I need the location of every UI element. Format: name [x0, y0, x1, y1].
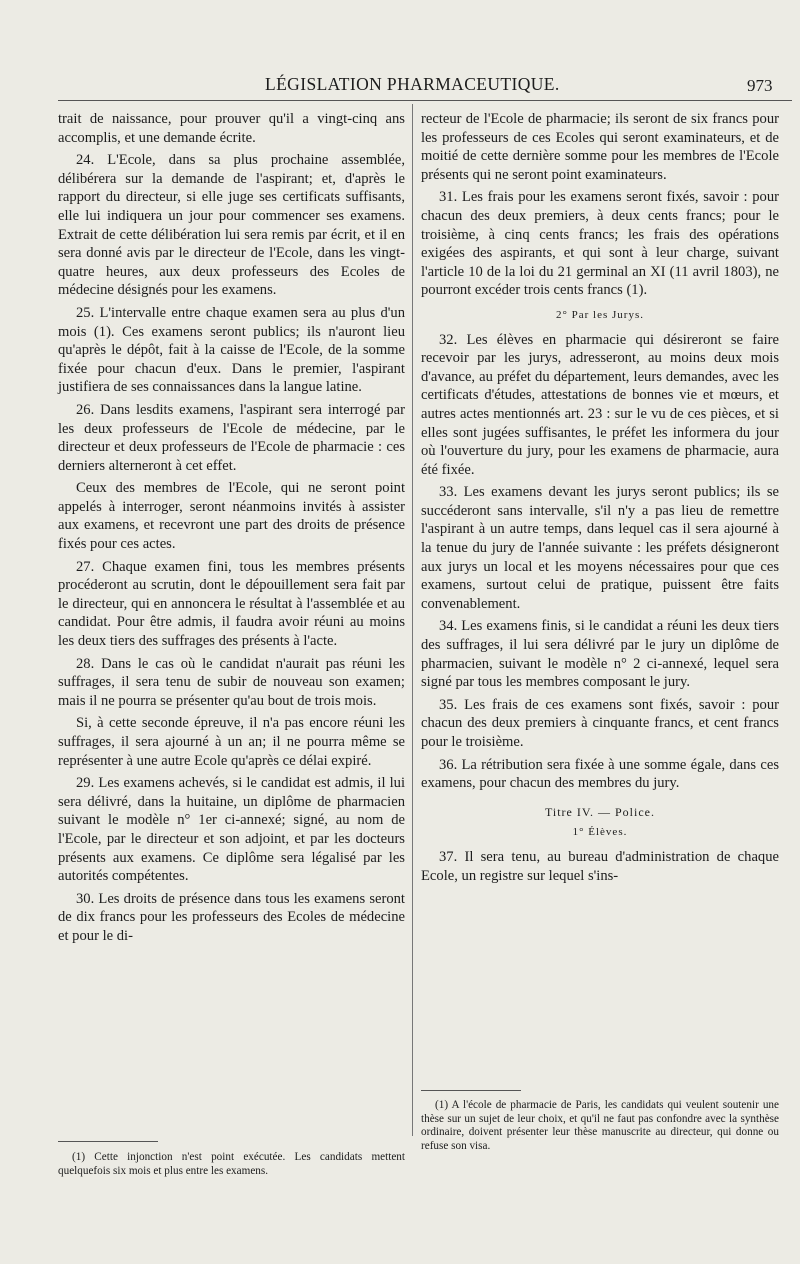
page-header — [0, 74, 800, 100]
article-28: 28. Dans le cas où le candidat n'aurait pas réuni les suffrages, il sera tenu de subir de nouveau son examen; mais il ne pourra se présenter qu'au bout de trois mois. — [58, 655, 405, 709]
footnote-left — [58, 1151, 405, 1178]
article-35: 35. Les frais de ces examens sont fixés, savoir : pour chacun des deux premiers à cinquante francs, et cent francs pour le troisième. — [421, 696, 779, 750]
header-rule — [58, 100, 792, 101]
right-column — [421, 110, 779, 889]
footnote-text: (1) A l'école de pharmacie de Paris, les candidats qui veulent soutenir une thèse sur un sujet de leur choix, et qu'il ne faut pas confondre avec la synthèse ordinaire, doivent présenter leur thèse manuscrite au directeur, qui donne ou refuse son visa. — [421, 1099, 779, 1152]
paragraph: trait de naissance, pour prouver qu'il a vingt-cinq ans accomplis, et une demande écrite. — [58, 111, 405, 146]
footnote-right — [421, 1099, 779, 1153]
running-title: LÉGISLATION PHARMACEUTIQUE. — [265, 74, 560, 94]
article-37: 37. Il sera tenu, au bureau d'administration de chaque Ecole, un registre sur lequel s'ins- — [421, 848, 779, 884]
article-30: 30. Les droits de présence dans tous les examens seront de dix francs pour les professeurs des Ecoles de médecine et pour le di- — [58, 890, 405, 944]
page-number: 973 — [747, 76, 773, 95]
left-column — [58, 110, 405, 950]
article-34: 34. Les examens finis, si le candidat a réuni les deux tiers des suffrages, il lui sera délivré par le jury un diplôme de pharmacien, suivant le modèle n° 2 ci-annexé, lequel sera signé par tous les membres composant le jury. — [421, 618, 779, 691]
section-heading-juries: 2° Par les Jurys. — [555, 308, 644, 321]
article-32: 32. Les élèves en pharmacie qui désireront se faire recevoir par les jurys, adresseront, au moins deux mois d'avance, au préfet du département, leurs demandes, avec les certificats d'études, attestations de bonnes vie et mœurs, et autres actes mentionnés art. 23 : sur le vu de ces pièces, et si elles sont jugées suffisantes, le préfet les informera du jour où l'ouverture du jury, pour les examens de pharmacie, aura été fixée. — [421, 331, 779, 478]
article-29: 29. Les examens achevés, si le candidat est admis, il lui sera délivré, dans la huitaine, un diplôme de pharmacien suivant le modèle n° 1er ci-annexé; signé, au nom de l'Ecole, par le directeur et son adjoint, et par les docteurs présents aux examens. Ce diplôme sera légalisé par les autorités compétentes. — [58, 775, 405, 885]
footnote-rule-left — [58, 1141, 158, 1142]
article-26: 26. Dans lesdits examens, l'aspirant sera interrogé par les deux professeurs de l'Ecole de médecine, par le directeur et deux professeurs de l'Ecole de pharmacie : ces derniers alterneront à cet effet. — [58, 401, 405, 474]
column-divider — [412, 104, 413, 1136]
paragraph: Si, à cette seconde épreuve, il n'a pas encore réuni les suffrages, il sera ajourné à un an; il ne pourra même se représenter à une autre Ecole qu'après ce délai expiré. — [58, 715, 405, 769]
article-33: 33. Les examens devant les jurys seront publics; ils se succéderont sans intervalle, s'il n'y a pas lieu de remettre l'aspirant à un autre temps, dans lequel cas il sera ajourné à la tenue du jury de l'année suivante : les préfets désigneront aux jurys un local et les moyens nécessaires pour que ces examens, surtout celui de pratique, puissent être faits convenablement. — [421, 484, 779, 612]
article-31: 31. Les frais pour les examens seront fixés, savoir : pour chacun des deux premiers, à deux cents francs; pour le troisième, à cinq cents francs; les frais des opérations exigées des aspirants, et qui sont à leur charge, suivant l'article 10 de la loi du 21 germinal an XI (11 avril 1803), ne pourront excéder trois cents francs (1). — [421, 189, 779, 299]
paragraph: Ceux des membres de l'Ecole, qui ne seront point appelés à interroger, seront néanmoins invités à assister aux examens, et recevront une part des droits de présence fixés pour ces actes. — [58, 480, 405, 553]
article-25: 25. L'intervalle entre chaque examen sera au plus d'un mois (1). Ces examens seront publics; ils n'auront lieu qu'après le dépôt, fait à la caisse de l'Ecole, de la somme fixée pour chacun d'eux. Dans le premier, l'aspirant justifiera de ses connaissances dans la langue latine. — [58, 304, 405, 396]
paragraph: recteur de l'Ecole de pharmacie; ils seront de six francs pour les professeurs de ces Ecoles qui seront examinateurs, et de moitié de cette dernière somme pour les membres de l'Ecole présents qui ne seront point examinateurs. — [421, 111, 779, 183]
footnote-rule-right — [421, 1090, 521, 1091]
title-heading-police: Titre IV. — Police. — [544, 804, 655, 819]
article-36: 36. La rétribution sera fixée à une somme égale, dans ces examens, pour chacun des membres du jury. — [421, 756, 779, 792]
article-24: 24. L'Ecole, dans sa plus prochaine assemblée, délibérera sur la demande de l'aspirant; et, d'après le rapport du directeur, si elle juge ses certificats suffisants, elle lui indiquera un jour pour commencer ses examens. Extrait de cette délibération lui sera remis par écrit, et il en sera donné avis par le directeur de l'Ecole, dans les vingt-quatre heures, aux deux professeurs des Ecoles de médecine désignés pour les examens. — [58, 152, 405, 299]
article-27: 27. Chaque examen fini, tous les membres présents procéderont au scrutin, dont le dépouillement sera fait par le directeur, qui en annoncera le résultat à l'assemblée et au candidat. Pour être admis, il faudra avoir réuni au moins les deux tiers des suffrages des présents à l'acte. — [58, 558, 405, 650]
footnote-text: (1) Cette injonction n'est point exécutée. Les candidats mettent quelquefois six mois et plus entre les examens. — [58, 1151, 405, 1177]
section-heading-students: 1° Élèves. — [572, 826, 628, 839]
